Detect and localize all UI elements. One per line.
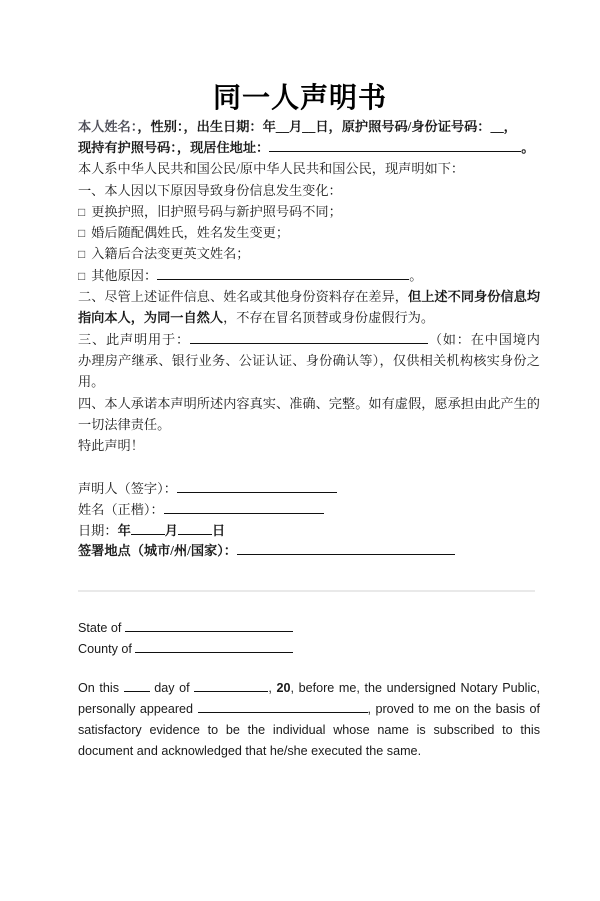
intro-gender-label: ，性别： xyxy=(137,118,184,134)
intro-name-label: 本人姓名： xyxy=(78,118,138,134)
date-year-label: 年 xyxy=(117,522,131,538)
citizenship-statement: 本人系中华人民共和国公民/原中华人民共和国公民，现声明如下： xyxy=(78,161,465,177)
section-two-text-c: ，不存在冒名顶替或身份虚假行为。 xyxy=(223,310,435,326)
intro-birthdate-label: ，出生日期： xyxy=(183,118,263,134)
checkbox-label: 婚后随配偶姓氏，姓名发生变更； xyxy=(91,225,290,241)
notary-state-label: State of xyxy=(78,621,122,636)
intro-current-passport-label: 现持有护照号码： xyxy=(78,139,177,155)
checkbox-label: 入籍后合法变更英文姓名； xyxy=(91,246,250,262)
checkbox-item-other-reason[interactable] xyxy=(78,265,540,286)
notary-county-label: County of xyxy=(78,642,132,657)
section-divider xyxy=(78,590,535,592)
section-three-note: （如：在中国境内办理房产继承、银行业务、公证认证、身份确认等），仅供相关机构核实身份之用。 xyxy=(78,331,540,390)
printed-name-row xyxy=(78,500,540,521)
notary-acknowledgment-paragraph xyxy=(78,678,540,763)
signature-date-row xyxy=(78,521,540,542)
signature-date-label: 日期： xyxy=(78,522,118,538)
date-year-blank[interactable] xyxy=(131,521,165,534)
checkbox-item-marriage-name[interactable] xyxy=(78,222,540,243)
checkbox-icon[interactable]: □ xyxy=(78,247,86,262)
notary-day-blank[interactable] xyxy=(124,679,150,692)
notary-county-row xyxy=(78,639,540,660)
signing-place-blank[interactable] xyxy=(237,542,455,555)
checkbox-label: 更换护照，旧护照号码与新护照号码不同； xyxy=(91,204,342,220)
notary-county-blank[interactable] xyxy=(135,641,293,654)
notary-text-d: , before me, the undersigned Notary Public, personally appeared xyxy=(78,680,541,716)
declarant-signature-label: 声明人（签字）： xyxy=(78,480,177,496)
intro-passport-id-label: 年__月__日，原护照号码/身份证号码：__， xyxy=(262,118,517,134)
printed-name-blank[interactable] xyxy=(164,501,324,514)
notary-state-blank[interactable] xyxy=(125,620,293,633)
notary-comma: , xyxy=(268,680,277,695)
section-one-heading: 一、本人因以下原因导致身份信息发生变化： xyxy=(78,182,342,198)
intro-period: 。 xyxy=(521,139,535,155)
section-two-text-bold: 但上述不同身份信息均指向本人，为同一自然人 xyxy=(78,288,541,326)
intro-address-label: ，现居住地址： xyxy=(176,139,270,155)
intro-paragraph xyxy=(78,116,540,159)
signing-place-label: 签署地点（城市/州/国家）： xyxy=(78,543,237,559)
signing-place-row xyxy=(78,541,540,562)
notary-on-this-label: On this xyxy=(78,680,120,695)
notary-section xyxy=(78,618,540,762)
checkbox-item-naturalization-name[interactable] xyxy=(78,243,540,264)
checkbox-icon[interactable]: □ xyxy=(78,205,86,220)
notary-text-e: , proved to me on the basis of satisfactory evidence to be the individual whose name is subscribed to this document and acknowledged that he/she executed the same. xyxy=(78,701,541,759)
section-three-label: 三、此声明用于： xyxy=(78,331,190,347)
section-four-paragraph: 四、本人承诺本声明所述内容真实、准确、完整。如有虚假，愿承担由此产生的一切法律责任。 xyxy=(78,395,540,433)
declarant-signature-row xyxy=(78,479,540,500)
signature-block xyxy=(78,479,540,562)
notary-state-row xyxy=(78,618,540,639)
other-reason-period: 。 xyxy=(409,267,423,283)
purpose-blank[interactable] xyxy=(190,330,428,343)
section-two-text-a: 二、尽管上述证件信息、姓名或其他身份资料存在差异， xyxy=(78,288,409,304)
page-title: 同一人声明书 xyxy=(212,83,387,114)
date-month-blank[interactable] xyxy=(178,521,212,534)
date-month-label: 月 xyxy=(164,522,178,538)
checkbox-item-passport-change[interactable] xyxy=(78,201,540,222)
document-body xyxy=(0,116,600,763)
checkbox-label: 其他原因： xyxy=(91,267,158,283)
checkbox-icon[interactable]: □ xyxy=(78,268,86,283)
printed-name-label: 姓名（正楷）： xyxy=(78,501,164,517)
notary-day-of-label: day of xyxy=(154,680,190,695)
date-day-label: 日 xyxy=(211,522,226,538)
notary-month-blank[interactable] xyxy=(194,679,268,692)
checkbox-icon[interactable]: □ xyxy=(78,226,86,241)
notary-year-prefix: 20 xyxy=(276,680,291,695)
declarant-signature-blank[interactable] xyxy=(177,480,337,493)
other-reason-blank[interactable] xyxy=(157,267,409,280)
section-two-paragraph xyxy=(78,286,540,329)
address-blank[interactable] xyxy=(269,139,521,152)
section-three-paragraph xyxy=(78,329,540,393)
notary-appeared-name-blank[interactable] xyxy=(198,700,368,713)
closing-statement: 特此声明！ xyxy=(78,438,144,454)
